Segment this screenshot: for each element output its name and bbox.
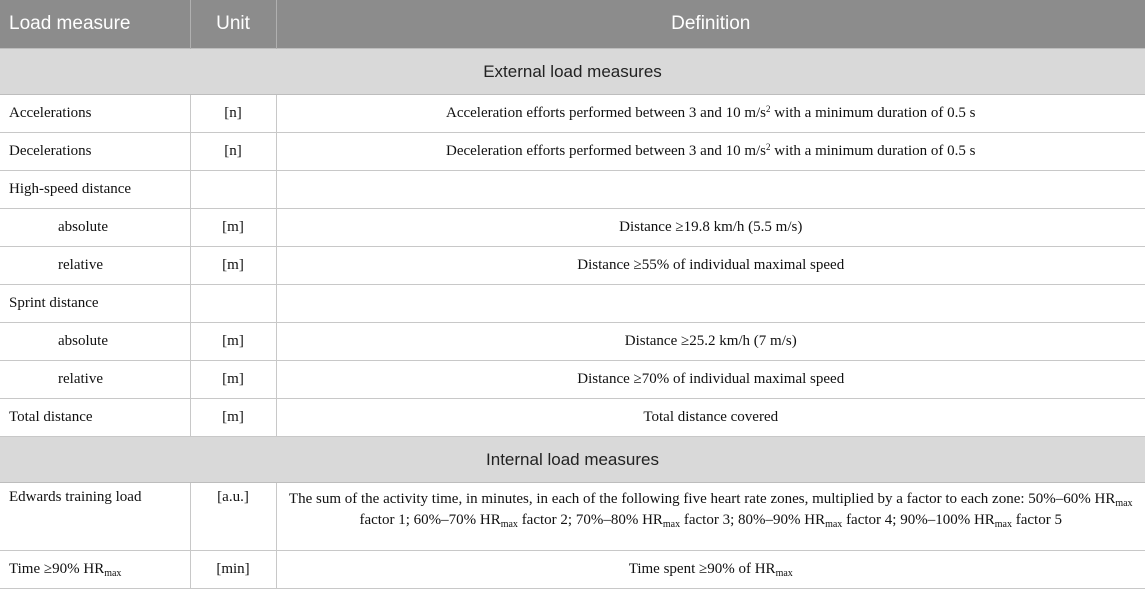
subscript: max bbox=[500, 519, 518, 530]
header-unit: Unit bbox=[190, 0, 276, 49]
cell-unit: [m] bbox=[190, 209, 276, 247]
superscript: 2 bbox=[766, 104, 771, 114]
subscript: max bbox=[994, 519, 1012, 530]
cell-definition: Distance ≥19.8 km/h (5.5 m/s) bbox=[276, 209, 1145, 247]
table-row-hs-relative bbox=[0, 247, 1145, 285]
cell-unit: [min] bbox=[190, 551, 276, 589]
subscript: max bbox=[1115, 498, 1133, 509]
section-row-external bbox=[0, 49, 1145, 95]
cell-measure: Decelerations bbox=[0, 133, 190, 171]
table-row-edwards bbox=[0, 483, 1145, 551]
cell-definition bbox=[276, 171, 1145, 209]
cell-measure: Accelerations bbox=[0, 95, 190, 133]
definition-text: Time spent ≥90% of HR bbox=[628, 561, 776, 577]
table-row-sprint-distance bbox=[0, 285, 1145, 323]
cell-definition bbox=[276, 133, 1145, 171]
cell-measure: absolute bbox=[0, 323, 190, 361]
header-definition: Definition bbox=[276, 0, 1145, 49]
header-row bbox=[0, 0, 1145, 49]
definition-text: factor 3; 80%–90% HR bbox=[680, 512, 826, 528]
section-title-internal: Internal load measures bbox=[0, 437, 1145, 483]
definition-text: factor 4; 90%–100% HR bbox=[842, 512, 995, 528]
definition-text: factor 2; 70%–80% HR bbox=[517, 512, 663, 528]
definition-text: with a minimum duration of 0.5 s bbox=[770, 105, 976, 121]
cell-definition bbox=[276, 483, 1145, 551]
header-load-measure: Load measure bbox=[0, 0, 190, 49]
cell-unit bbox=[190, 171, 276, 209]
cell-unit bbox=[190, 285, 276, 323]
table-row-hs-absolute bbox=[0, 209, 1145, 247]
definition-text: with a minimum duration of 0.5 s bbox=[770, 143, 976, 159]
table-row-sp-absolute bbox=[0, 323, 1145, 361]
section-row-internal bbox=[0, 437, 1145, 483]
cell-definition: Total distance covered bbox=[276, 399, 1145, 437]
cell-measure: relative bbox=[0, 247, 190, 285]
table-row-high-speed-distance bbox=[0, 171, 1145, 209]
table-row-sp-relative bbox=[0, 361, 1145, 399]
subscript: max bbox=[825, 519, 843, 530]
cell-definition: Distance ≥70% of individual maximal speed bbox=[276, 361, 1145, 399]
definition-text: The sum of the activity time, in minutes, in each of the following five heart rate zones, multiplied by a factor to each zone: 50%–60% HR bbox=[288, 491, 1116, 507]
subscript: max bbox=[662, 519, 681, 530]
cell-unit: [n] bbox=[190, 95, 276, 133]
definition-text: factor 1; 60%–70% HR bbox=[359, 512, 501, 528]
definition-text: Acceleration efforts performed between 3 and 10 m/s bbox=[445, 105, 767, 121]
cell-unit: [m] bbox=[190, 323, 276, 361]
cell-unit: [m] bbox=[190, 361, 276, 399]
section-title-external: External load measures bbox=[0, 49, 1145, 95]
cell-measure bbox=[0, 551, 190, 589]
cell-measure: High-speed distance bbox=[0, 171, 190, 209]
cell-definition bbox=[276, 551, 1145, 589]
cell-definition: Distance ≥25.2 km/h (7 m/s) bbox=[276, 323, 1145, 361]
cell-unit: [a.u.] bbox=[190, 483, 276, 551]
cell-measure: Total distance bbox=[0, 399, 190, 437]
measure-text: Time ≥90% HR bbox=[9, 561, 105, 577]
table-row-time-90 bbox=[0, 551, 1145, 589]
cell-measure: Sprint distance bbox=[0, 285, 190, 323]
subscript: max bbox=[775, 568, 793, 579]
cell-unit: [m] bbox=[190, 399, 276, 437]
cell-unit: [n] bbox=[190, 133, 276, 171]
table-row-accelerations bbox=[0, 95, 1145, 133]
table-row-decelerations bbox=[0, 133, 1145, 171]
cell-definition: Distance ≥55% of individual maximal speed bbox=[276, 247, 1145, 285]
cell-measure: relative bbox=[0, 361, 190, 399]
definition-text: factor 5 bbox=[1012, 512, 1062, 528]
table-row-total-distance bbox=[0, 399, 1145, 437]
cell-unit: [m] bbox=[190, 247, 276, 285]
cell-definition bbox=[276, 285, 1145, 323]
subscript: max bbox=[104, 568, 122, 579]
cell-definition bbox=[276, 95, 1145, 133]
cell-measure: Edwards training load bbox=[0, 483, 190, 551]
cell-measure: absolute bbox=[0, 209, 190, 247]
definition-text: Deceleration efforts performed between 3 and 10 m/s bbox=[445, 143, 767, 159]
superscript: 2 bbox=[766, 142, 771, 152]
